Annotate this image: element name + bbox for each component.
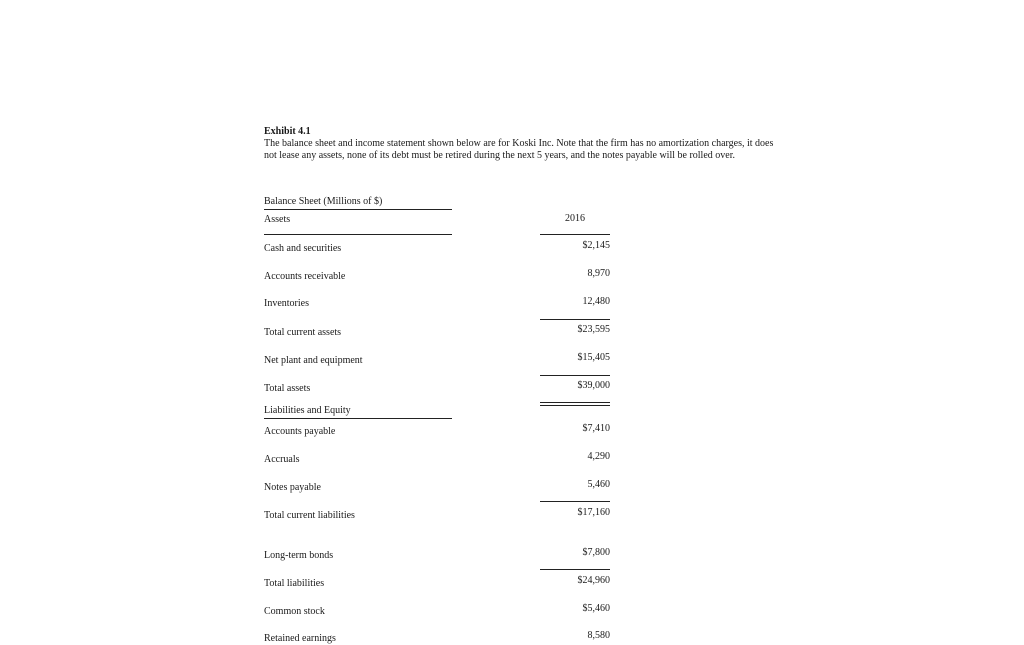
liabilities-equity-label: Liabilities and Equity — [264, 405, 452, 419]
row-total-current-assets-value: $23,595 — [577, 324, 610, 335]
row-total-current-liabilities-value: $17,160 — [577, 507, 610, 518]
total-assets-double-rule — [540, 402, 610, 406]
row-common-stock-label: Common stock — [264, 606, 325, 617]
row-cash-label: Cash and securities — [264, 243, 342, 254]
row-inventories-value: 12,480 — [582, 296, 610, 307]
row-net-plant-value: $15,405 — [577, 352, 610, 363]
row-net-plant-label: Net plant and equipment — [264, 355, 363, 366]
assets-divider — [264, 234, 452, 235]
exhibit-title: Exhibit 4.1 — [264, 126, 311, 137]
row-notes-payable-value: 5,460 — [587, 479, 610, 490]
row-receivable-value: 8,970 — [587, 268, 610, 279]
row-long-term-bonds-label: Long-term bonds — [264, 550, 334, 561]
row-inventories-label: Inventories — [264, 298, 309, 309]
year-divider — [540, 234, 610, 235]
current-liabilities-rule — [540, 501, 610, 502]
row-long-term-bonds-value: $7,800 — [582, 547, 610, 558]
row-common-stock-value: $5,460 — [582, 603, 610, 614]
row-accruals-value: 4,290 — [587, 451, 610, 462]
balance-sheet-title: Balance Sheet (Millions of $) — [264, 196, 452, 210]
row-accruals-label: Accruals — [264, 454, 300, 465]
row-total-assets-value: $39,000 — [577, 380, 610, 391]
row-notes-payable-label: Notes payable — [264, 482, 321, 493]
row-total-current-assets-label: Total current assets — [264, 327, 342, 338]
row-receivable-label: Accounts receivable — [264, 271, 346, 282]
row-total-assets-label: Total assets — [264, 383, 311, 394]
exhibit-description: The balance sheet and income statement shown below are for Koski Inc. Note that the firm has no amortization charges, it does not lease any assets, none of its debt must be retired during the next 5 years, and the notes payable will be rolled over. — [264, 138, 774, 161]
row-total-liabilities-label: Total liabilities — [264, 578, 325, 589]
row-accounts-payable-value: $7,410 — [582, 423, 610, 434]
exhibit-heading — [264, 126, 784, 162]
row-cash-value: $2,145 — [582, 240, 610, 251]
row-total-liabilities-value: $24,960 — [577, 575, 610, 586]
row-total-current-liabilities-label: Total current liabilities — [264, 510, 355, 521]
total-liabilities-rule — [540, 569, 610, 570]
assets-label: Assets — [264, 214, 291, 225]
current-assets-rule — [540, 319, 610, 320]
row-retained-earnings-value: 8,580 — [587, 630, 610, 641]
year-header: 2016 — [565, 213, 585, 224]
total-assets-rule — [540, 375, 610, 376]
row-accounts-payable-label: Accounts payable — [264, 426, 336, 437]
row-retained-earnings-label: Retained earnings — [264, 633, 336, 644]
